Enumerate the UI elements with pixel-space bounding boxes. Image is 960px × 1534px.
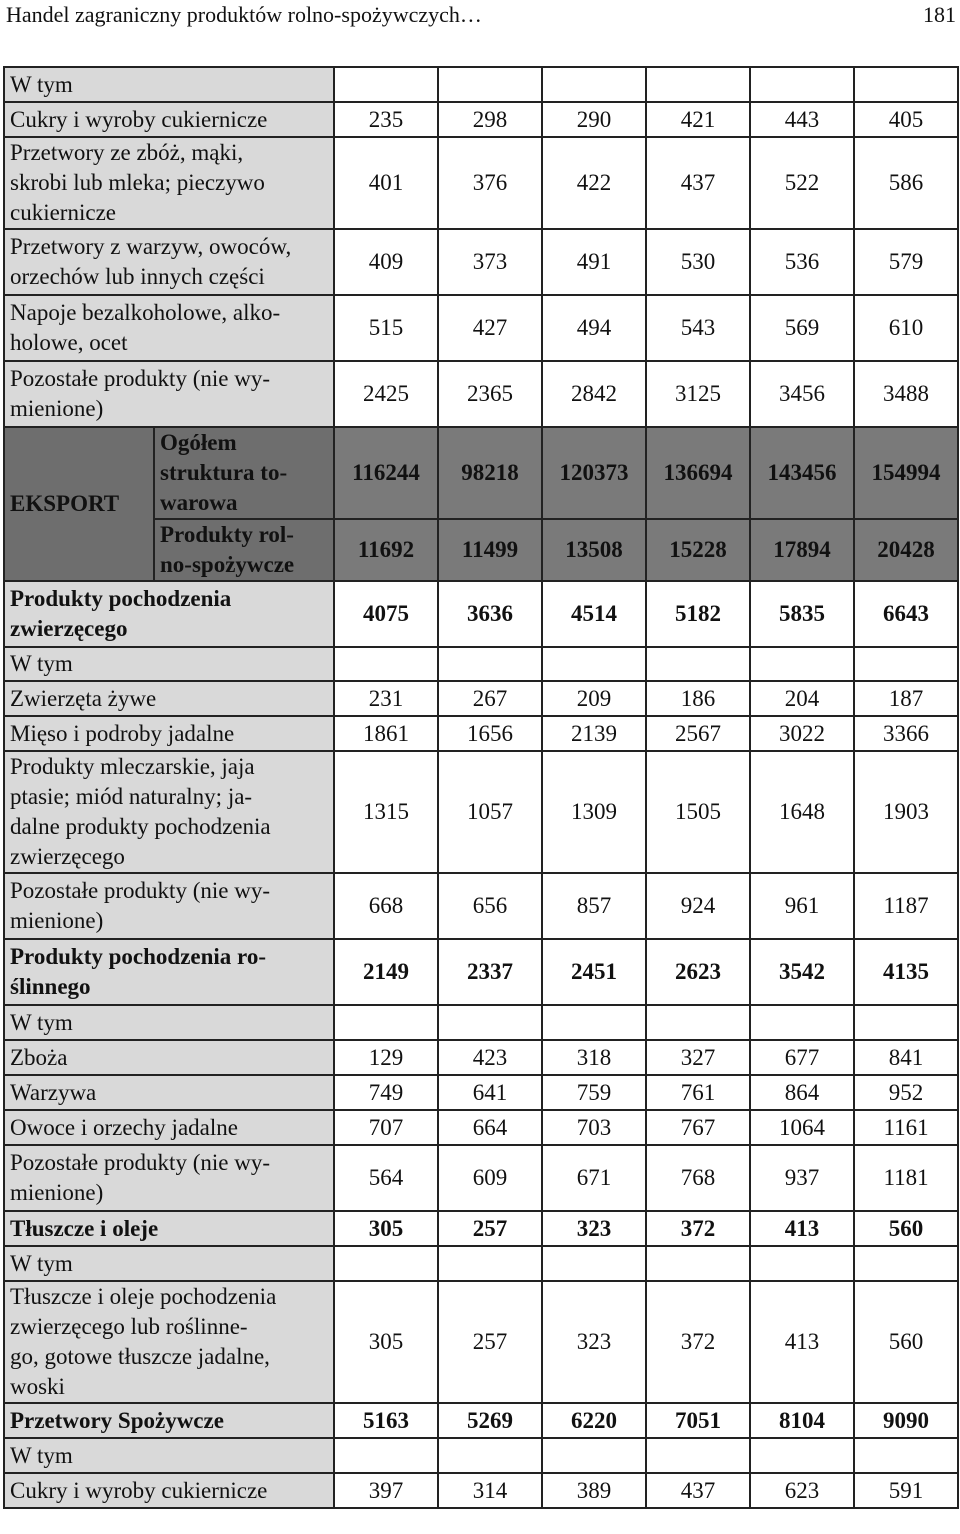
value-cell: 401 [334, 137, 438, 229]
row-label: Zboża [4, 1040, 334, 1075]
value-cell: 768 [646, 1145, 750, 1211]
row-label: Napoje bezalkoholowe, alko- holowe, ocet [4, 295, 334, 361]
value-cell: 536 [750, 229, 854, 295]
value-cell: 9090 [854, 1403, 958, 1438]
running-title: Handel zagraniczny produktów rolno-spożywczych… [6, 2, 482, 27]
value-cell: 257 [438, 1211, 542, 1246]
row-label: Tłuszcze i oleje [4, 1211, 334, 1246]
value-cell [334, 1438, 438, 1473]
value-cell: 437 [646, 1473, 750, 1508]
value-cell: 1656 [438, 716, 542, 751]
value-cell: 323 [542, 1281, 646, 1403]
value-cell: 129 [334, 1040, 438, 1075]
value-cell: 579 [854, 229, 958, 295]
value-cell [646, 1438, 750, 1473]
value-cell: 3125 [646, 361, 750, 427]
value-cell: 421 [646, 102, 750, 137]
value-cell: 522 [750, 137, 854, 229]
value-cell: 323 [542, 1211, 646, 1246]
value-cell: 98218 [438, 427, 542, 519]
value-cell [646, 647, 750, 681]
table-row [4, 229, 958, 295]
value-cell: 610 [854, 295, 958, 361]
table-row [4, 681, 958, 716]
value-cell: 305 [334, 1281, 438, 1403]
value-cell: 143456 [750, 427, 854, 519]
row-label: W tym [4, 1005, 334, 1040]
value-cell: 7051 [646, 1403, 750, 1438]
value-cell [542, 647, 646, 681]
value-cell [438, 1438, 542, 1473]
value-cell: 443 [750, 102, 854, 137]
value-cell: 8104 [750, 1403, 854, 1438]
value-cell: 703 [542, 1110, 646, 1145]
value-cell: 409 [334, 229, 438, 295]
table-row [4, 1110, 958, 1145]
value-cell [854, 1246, 958, 1281]
row-label: W tym [4, 1246, 334, 1281]
value-cell: 2139 [542, 716, 646, 751]
value-cell: 560 [854, 1211, 958, 1246]
value-cell: 767 [646, 1110, 750, 1145]
value-cell: 3022 [750, 716, 854, 751]
value-cell: 1315 [334, 751, 438, 873]
value-cell: 209 [542, 681, 646, 716]
value-cell: 937 [750, 1145, 854, 1211]
value-cell: 759 [542, 1075, 646, 1110]
value-cell: 952 [854, 1075, 958, 1110]
row-label: Przetwory z warzyw, owoców, orzechów lub innych części [4, 229, 334, 295]
value-cell: 2149 [334, 939, 438, 1005]
value-cell: 290 [542, 102, 646, 137]
value-cell: 186 [646, 681, 750, 716]
table-row [4, 102, 958, 137]
value-cell: 318 [542, 1040, 646, 1075]
value-cell: 376 [438, 137, 542, 229]
value-cell: 3636 [438, 581, 542, 647]
value-cell: 1861 [334, 716, 438, 751]
table-row [4, 647, 958, 681]
value-cell: 154994 [854, 427, 958, 519]
value-cell [854, 1005, 958, 1040]
table-row [4, 581, 958, 647]
value-cell [646, 67, 750, 102]
value-cell: 2365 [438, 361, 542, 427]
value-cell: 2842 [542, 361, 646, 427]
table-row [4, 427, 958, 519]
value-cell: 668 [334, 873, 438, 939]
value-cell: 494 [542, 295, 646, 361]
value-cell [438, 67, 542, 102]
table-row [4, 1040, 958, 1075]
row-label: Tłuszcze i oleje pochodzenia zwierzęcego lub roślinne- go, gotowe tłuszcze jadalne, woski [4, 1281, 334, 1403]
value-cell: 3366 [854, 716, 958, 751]
value-cell: 2567 [646, 716, 750, 751]
value-cell: 569 [750, 295, 854, 361]
value-cell [542, 1246, 646, 1281]
value-cell: 6220 [542, 1403, 646, 1438]
group-label-eksport: EKSPORT [4, 427, 154, 581]
value-cell [750, 67, 854, 102]
value-cell: 327 [646, 1040, 750, 1075]
value-cell: 2337 [438, 939, 542, 1005]
row-label: Przetwory Spożywcze [4, 1403, 334, 1438]
value-cell [854, 67, 958, 102]
value-cell: 11499 [438, 519, 542, 581]
value-cell [750, 1438, 854, 1473]
value-cell: 2451 [542, 939, 646, 1005]
value-cell: 423 [438, 1040, 542, 1075]
row-label: Ogółem struktura to- warowa [154, 427, 334, 519]
value-cell: 924 [646, 873, 750, 939]
value-cell: 3488 [854, 361, 958, 427]
table-row [4, 1473, 958, 1508]
value-cell: 515 [334, 295, 438, 361]
value-cell: 1057 [438, 751, 542, 873]
value-cell: 560 [854, 1281, 958, 1403]
value-cell: 298 [438, 102, 542, 137]
value-cell: 305 [334, 1211, 438, 1246]
table-row [4, 939, 958, 1005]
value-cell: 5182 [646, 581, 750, 647]
value-cell: 1309 [542, 751, 646, 873]
value-cell [334, 1005, 438, 1040]
value-cell: 314 [438, 1473, 542, 1508]
value-cell: 13508 [542, 519, 646, 581]
value-cell: 15228 [646, 519, 750, 581]
row-label: Produkty pochodzenia zwierzęcego [4, 581, 334, 647]
row-label: W tym [4, 67, 334, 102]
value-cell [542, 1438, 646, 1473]
table-row [4, 1281, 958, 1403]
value-cell: 437 [646, 137, 750, 229]
value-cell [334, 1246, 438, 1281]
value-cell: 231 [334, 681, 438, 716]
value-cell: 761 [646, 1075, 750, 1110]
row-label: Produkty rol- no-spożywcze [154, 519, 334, 581]
value-cell: 17894 [750, 519, 854, 581]
value-cell: 11692 [334, 519, 438, 581]
value-cell [854, 647, 958, 681]
value-cell: 5163 [334, 1403, 438, 1438]
value-cell: 373 [438, 229, 542, 295]
row-label: Produkty pochodzenia ro- ślinnego [4, 939, 334, 1005]
value-cell [646, 1005, 750, 1040]
value-cell: 864 [750, 1075, 854, 1110]
value-cell [334, 647, 438, 681]
value-cell: 413 [750, 1281, 854, 1403]
table-row [4, 1438, 958, 1473]
row-label: W tym [4, 1438, 334, 1473]
value-cell [750, 647, 854, 681]
value-cell: 3542 [750, 939, 854, 1005]
value-cell [438, 647, 542, 681]
row-label: Cukry i wyroby cukiernicze [4, 102, 334, 137]
value-cell: 2623 [646, 939, 750, 1005]
row-label: Mięso i podroby jadalne [4, 716, 334, 751]
value-cell: 5835 [750, 581, 854, 647]
value-cell [542, 67, 646, 102]
value-cell: 389 [542, 1473, 646, 1508]
value-cell: 204 [750, 681, 854, 716]
row-label: W tym [4, 647, 334, 681]
table-row [4, 1005, 958, 1040]
value-cell: 609 [438, 1145, 542, 1211]
value-cell: 1187 [854, 873, 958, 939]
value-cell: 530 [646, 229, 750, 295]
table-row [4, 67, 958, 102]
value-cell: 1064 [750, 1110, 854, 1145]
row-label: Warzywa [4, 1075, 334, 1110]
value-cell: 1505 [646, 751, 750, 873]
value-cell: 543 [646, 295, 750, 361]
value-cell [750, 1005, 854, 1040]
data-table [3, 66, 959, 1509]
value-cell [438, 1005, 542, 1040]
value-cell [542, 1005, 646, 1040]
table-row [4, 716, 958, 751]
value-cell [854, 1438, 958, 1473]
table-row [4, 1246, 958, 1281]
value-cell: 664 [438, 1110, 542, 1145]
value-cell: 5269 [438, 1403, 542, 1438]
row-label: Przetwory ze zbóż, mąki, skrobi lub mleka; pieczywo cukiernicze [4, 137, 334, 229]
table-row [4, 1145, 958, 1211]
value-cell: 187 [854, 681, 958, 716]
page-header [0, 0, 960, 30]
value-cell: 4135 [854, 939, 958, 1005]
value-cell: 6643 [854, 581, 958, 647]
row-label: Zwierzęta żywe [4, 681, 334, 716]
table-row [4, 295, 958, 361]
row-label: Pozostałe produkty (nie wy- mienione) [4, 361, 334, 427]
value-cell: 4075 [334, 581, 438, 647]
row-label: Owoce i orzechy jadalne [4, 1110, 334, 1145]
value-cell: 656 [438, 873, 542, 939]
value-cell: 3456 [750, 361, 854, 427]
value-cell: 116244 [334, 427, 438, 519]
table-row [4, 361, 958, 427]
value-cell [646, 1246, 750, 1281]
value-cell: 4514 [542, 581, 646, 647]
value-cell: 427 [438, 295, 542, 361]
table-row [4, 751, 958, 873]
value-cell: 136694 [646, 427, 750, 519]
value-cell: 961 [750, 873, 854, 939]
value-cell: 422 [542, 137, 646, 229]
value-cell: 372 [646, 1281, 750, 1403]
value-cell: 120373 [542, 427, 646, 519]
value-cell: 564 [334, 1145, 438, 1211]
value-cell: 257 [438, 1281, 542, 1403]
value-cell: 397 [334, 1473, 438, 1508]
row-label: Pozostałe produkty (nie wy- mienione) [4, 873, 334, 939]
value-cell [750, 1246, 854, 1281]
value-cell: 20428 [854, 519, 958, 581]
value-cell: 749 [334, 1075, 438, 1110]
value-cell: 491 [542, 229, 646, 295]
value-cell: 591 [854, 1473, 958, 1508]
table-row [4, 873, 958, 939]
table-row [4, 1075, 958, 1110]
value-cell: 841 [854, 1040, 958, 1075]
value-cell: 372 [646, 1211, 750, 1246]
value-cell: 235 [334, 102, 438, 137]
table-row [4, 1403, 958, 1438]
value-cell: 1903 [854, 751, 958, 873]
table-row [4, 137, 958, 229]
value-cell: 677 [750, 1040, 854, 1075]
row-label: Cukry i wyroby cukiernicze [4, 1473, 334, 1508]
value-cell: 623 [750, 1473, 854, 1508]
row-label: Produkty mleczarskie, jaja ptasie; miód naturalny; ja- dalne produkty pochodzenia zwierzęcego [4, 751, 334, 873]
value-cell [438, 1246, 542, 1281]
value-cell: 413 [750, 1211, 854, 1246]
value-cell: 671 [542, 1145, 646, 1211]
value-cell: 405 [854, 102, 958, 137]
row-label: Pozostałe produkty (nie wy- mienione) [4, 1145, 334, 1211]
page-number: 181 [923, 2, 956, 27]
table-body [4, 67, 958, 1508]
value-cell: 1181 [854, 1145, 958, 1211]
value-cell: 586 [854, 137, 958, 229]
value-cell: 857 [542, 873, 646, 939]
value-cell: 1161 [854, 1110, 958, 1145]
value-cell: 2425 [334, 361, 438, 427]
value-cell: 267 [438, 681, 542, 716]
value-cell: 707 [334, 1110, 438, 1145]
table-row [4, 1211, 958, 1246]
value-cell [334, 67, 438, 102]
value-cell: 641 [438, 1075, 542, 1110]
value-cell: 1648 [750, 751, 854, 873]
